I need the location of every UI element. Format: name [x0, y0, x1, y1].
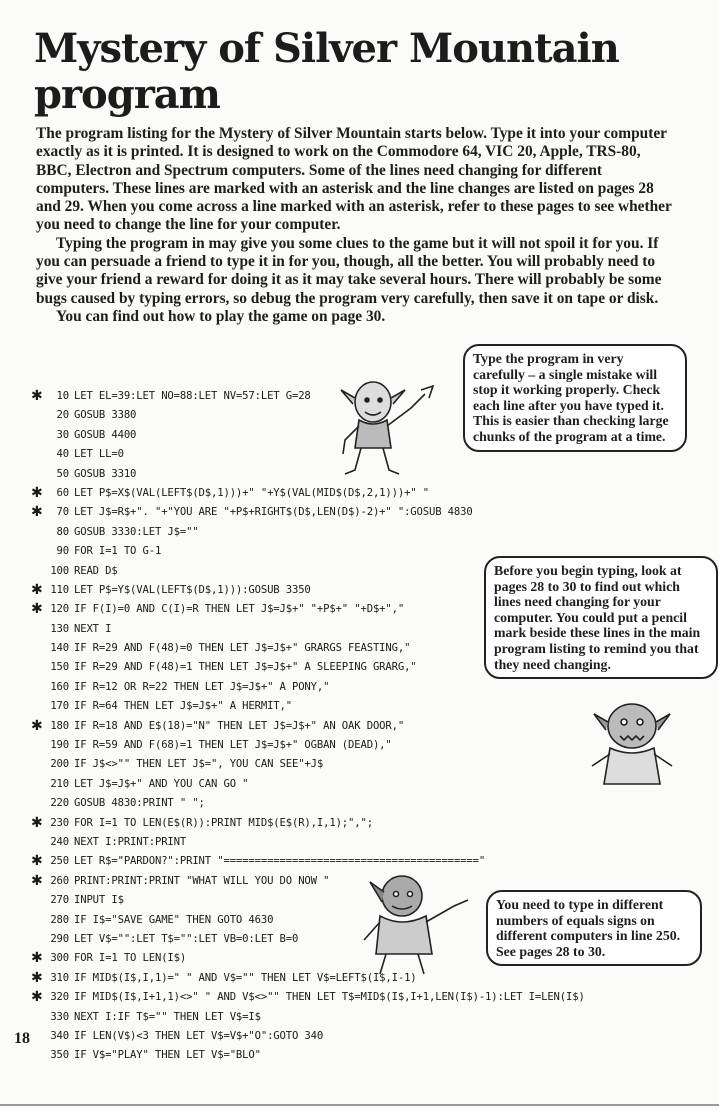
asterisk-marker-icon: ✱ — [31, 581, 43, 598]
code-text: IF R=29 AND F(48)=1 THEN LET J$=J$+" A SLEEPING GRARG," — [74, 661, 417, 674]
code-line — [0, 445, 719, 464]
code-line — [0, 949, 719, 968]
code-line — [0, 1046, 719, 1065]
line-number: 280 — [50, 913, 69, 926]
code-text: LET V$="":LET T$="":LET VB=0:LET B=0 — [74, 932, 299, 945]
asterisk-marker-icon: ✱ — [31, 484, 43, 501]
code-text: IF R=59 AND F(68)=1 THEN LET J$=J$+" OGBAN (DEAD)," — [74, 739, 392, 752]
code-text: IF R=29 AND F(48)=0 THEN LET J$=J$+" GRARGS FEASTING," — [74, 642, 411, 655]
line-number: 160 — [50, 680, 69, 693]
code-line — [0, 503, 719, 522]
tip-bubble-2: Before you begin typing, look at pages 28 to 30 to find out which lines need changing for your computer. You could put a pencil mark beside these lines in the main program listing to remind you that they need changing. — [484, 556, 718, 679]
tip-bubble-1: Type the program in very carefully – a single mistake will stop it working properly. Check each line after you have typed it. This is easier than checking large chunks of the program at a time. — [463, 344, 687, 452]
asterisk-marker-icon: ✱ — [31, 814, 43, 831]
code-text: IF V$="PLAY" THEN LET V$="BLO" — [74, 1049, 261, 1062]
code-text: NEXT I:IF T$="" THEN LET V$=I$ — [74, 1010, 261, 1023]
code-text: IF R=18 AND E$(18)="N" THEN LET J$=J$+" AN OAK DOOR," — [74, 719, 405, 732]
asterisk-marker-icon: ✱ — [31, 969, 43, 986]
line-number: 70 — [56, 506, 69, 519]
line-number: 330 — [50, 1010, 69, 1023]
code-line — [0, 678, 719, 697]
code-line — [0, 852, 719, 871]
line-number: 80 — [56, 525, 69, 538]
code-text: IF LEN(V$)<3 THEN LET V$=V$+"O":GOTO 340 — [74, 1029, 324, 1042]
line-number: 150 — [50, 661, 69, 674]
code-line — [0, 465, 719, 484]
line-number: 230 — [50, 816, 69, 829]
code-text: NEXT I — [74, 622, 112, 635]
tip-bubble-3: You need to type in different numbers of equals signs on different computers in line 250. See pages 28 to 30. — [486, 890, 702, 966]
code-line — [0, 814, 719, 833]
code-text: IF J$<>"" THEN LET J$=", YOU CAN SEE"+J$ — [74, 758, 324, 771]
code-line — [0, 755, 719, 774]
line-number: 40 — [56, 448, 69, 461]
code-text: NEXT I:PRINT:PRINT — [74, 835, 187, 848]
code-text: GOSUB 4830:PRINT " "; — [74, 797, 205, 810]
code-text: IF R=64 THEN LET J$=J$+" A HERMIT," — [74, 700, 292, 713]
title-line-2: program — [34, 71, 221, 118]
line-number: 210 — [50, 777, 69, 790]
asterisk-marker-icon: ✱ — [31, 388, 43, 404]
code-line — [0, 911, 719, 930]
code-line — [0, 387, 719, 406]
line-number: 300 — [50, 952, 69, 965]
line-number: 220 — [50, 797, 69, 810]
code-line — [0, 639, 719, 658]
page-title — [34, 26, 619, 118]
code-line — [0, 891, 719, 910]
asterisk-marker-icon: ✱ — [31, 989, 43, 1006]
code-line — [0, 620, 719, 639]
program-listing — [0, 387, 719, 1066]
code-line — [0, 1027, 719, 1046]
code-text: LET J$=J$+" AND YOU CAN GO " — [74, 777, 249, 790]
code-line — [0, 988, 719, 1007]
intro-paragraph-2: Typing the program in may give you some clues to the game but it will not spoil it for you. If you can persuade a friend to type it in for you, though, all the better. You will probably need to give your friend a reward for doing it as it may take several hours. There will probably be some bugs caused by typing errors, so debug the program very carefully, then save it on tape or disk. — [36, 234, 662, 307]
intro-paragraph-1: The program listing for the Mystery of Silver Mountain starts below. Type it into your computer exactly as it is printed. It is designed to work on the Commodore 64, VIC 20, Apple, TRS-80, BBC, Electron and Spectrum computers. Some of the lines need changing for different computers. These lines are marked with an asterisk and the line changes are listed on pages 28 and 29. When you come across a line marked with an asterisk, refer to these pages to see whether you need to change the line for your computer. — [36, 125, 672, 234]
code-line — [0, 930, 719, 949]
code-line — [0, 581, 719, 600]
code-text: IF I$="SAVE GAME" THEN GOTO 4630 — [74, 913, 274, 926]
code-text: LET LL=0 — [74, 448, 124, 461]
code-text: LET R$="PARDON?":PRINT "=========================================" — [74, 855, 486, 868]
line-number: 190 — [50, 739, 69, 752]
line-number: 340 — [50, 1029, 69, 1042]
intro-paragraph-3: You can find out how to play the game on page 30. — [56, 307, 386, 325]
asterisk-marker-icon: ✱ — [31, 717, 43, 734]
code-line — [0, 600, 719, 619]
code-line — [0, 775, 719, 794]
asterisk-marker-icon: ✱ — [31, 504, 43, 521]
line-number: 290 — [50, 932, 69, 945]
line-number: 250 — [50, 855, 69, 868]
code-line — [0, 426, 719, 445]
line-number: 200 — [50, 758, 69, 771]
code-text: IF F(I)=0 AND C(I)=R THEN LET J$=J$+" "+P$+" "+D$+"," — [74, 603, 405, 616]
code-text: FOR I=1 TO G-1 — [74, 545, 162, 558]
code-line — [0, 406, 719, 425]
asterisk-marker-icon: ✱ — [31, 853, 43, 870]
line-number: 30 — [56, 428, 69, 441]
line-number: 320 — [50, 991, 69, 1004]
code-line — [0, 969, 719, 988]
code-text: PRINT:PRINT:PRINT "WHAT WILL YOU DO NOW " — [74, 874, 330, 887]
code-line — [0, 833, 719, 852]
asterisk-marker-icon: ✱ — [31, 872, 43, 889]
code-text: READ D$ — [74, 564, 118, 577]
code-line — [0, 736, 719, 755]
code-text: IF R=12 OR R=22 THEN LET J$=J$+" A PONY," — [74, 680, 330, 693]
code-line — [0, 658, 719, 677]
code-line — [0, 542, 719, 561]
line-number: 100 — [50, 564, 69, 577]
code-text: LET P$=X$(VAL(LEFT$(D$,1)))+" "+Y$(VAL(MID$(D$,2,1)))+" " — [74, 486, 429, 499]
asterisk-marker-icon: ✱ — [31, 950, 43, 967]
code-text: INPUT I$ — [74, 894, 124, 907]
line-number: 140 — [50, 642, 69, 655]
line-number: 110 — [50, 583, 69, 596]
code-text: LET EL=39:LET NO=88:LET NV=57:LET G=28 — [74, 390, 311, 402]
code-line — [0, 523, 719, 542]
line-number: 180 — [50, 719, 69, 732]
code-text: LET J$=R$+". "+"YOU ARE "+P$+RIGHT$(D$,LEN(D$)-2)+" ":GOSUB 4830 — [74, 506, 473, 519]
code-line — [0, 562, 719, 581]
bottom-rule — [0, 1104, 719, 1106]
line-number: 60 — [56, 486, 69, 499]
line-number: 120 — [50, 603, 69, 616]
line-number: 310 — [50, 971, 69, 984]
line-number: 270 — [50, 894, 69, 907]
line-number: 90 — [56, 545, 69, 558]
code-text: FOR I=1 TO LEN(E$(R)):PRINT MID$(E$(R),I,1);","; — [74, 816, 373, 829]
code-text: GOSUB 3330:LET J$="" — [74, 525, 199, 538]
line-number: 50 — [56, 467, 69, 480]
code-line — [0, 1008, 719, 1027]
code-text: IF MID$(I$,I+1,1)<>" " AND V$<>"" THEN LET T$=MID$(I$,I+1,LEN(I$)-1):LET I=LEN(I$) — [74, 991, 585, 1004]
code-text: IF MID$(I$,I,1)=" " AND V$="" THEN LET V$=LEFT$(I$,I-1) — [74, 971, 417, 984]
intro-text — [36, 125, 676, 326]
line-number: 350 — [50, 1049, 69, 1062]
code-line — [0, 717, 719, 736]
code-text: GOSUB 3310 — [74, 467, 137, 480]
line-number: 170 — [50, 700, 69, 713]
line-number: 240 — [50, 835, 69, 848]
page-number: 18 — [14, 1030, 30, 1047]
code-text: GOSUB 4400 — [74, 428, 137, 441]
code-line — [0, 484, 719, 503]
line-number: 260 — [50, 874, 69, 887]
code-text: GOSUB 3380 — [74, 409, 137, 422]
title-line-1: Mystery of Silver Mountain — [34, 25, 619, 72]
line-number: 20 — [56, 409, 69, 422]
line-number: 10 — [56, 390, 69, 402]
code-line — [0, 794, 719, 813]
line-number: 130 — [50, 622, 69, 635]
code-text: LET P$=Y$(VAL(LEFT$(D$,1))):GOSUB 3350 — [74, 583, 311, 596]
code-line — [0, 872, 719, 891]
code-text: FOR I=1 TO LEN(I$) — [74, 952, 187, 965]
asterisk-marker-icon: ✱ — [31, 601, 43, 618]
code-line — [0, 697, 719, 716]
